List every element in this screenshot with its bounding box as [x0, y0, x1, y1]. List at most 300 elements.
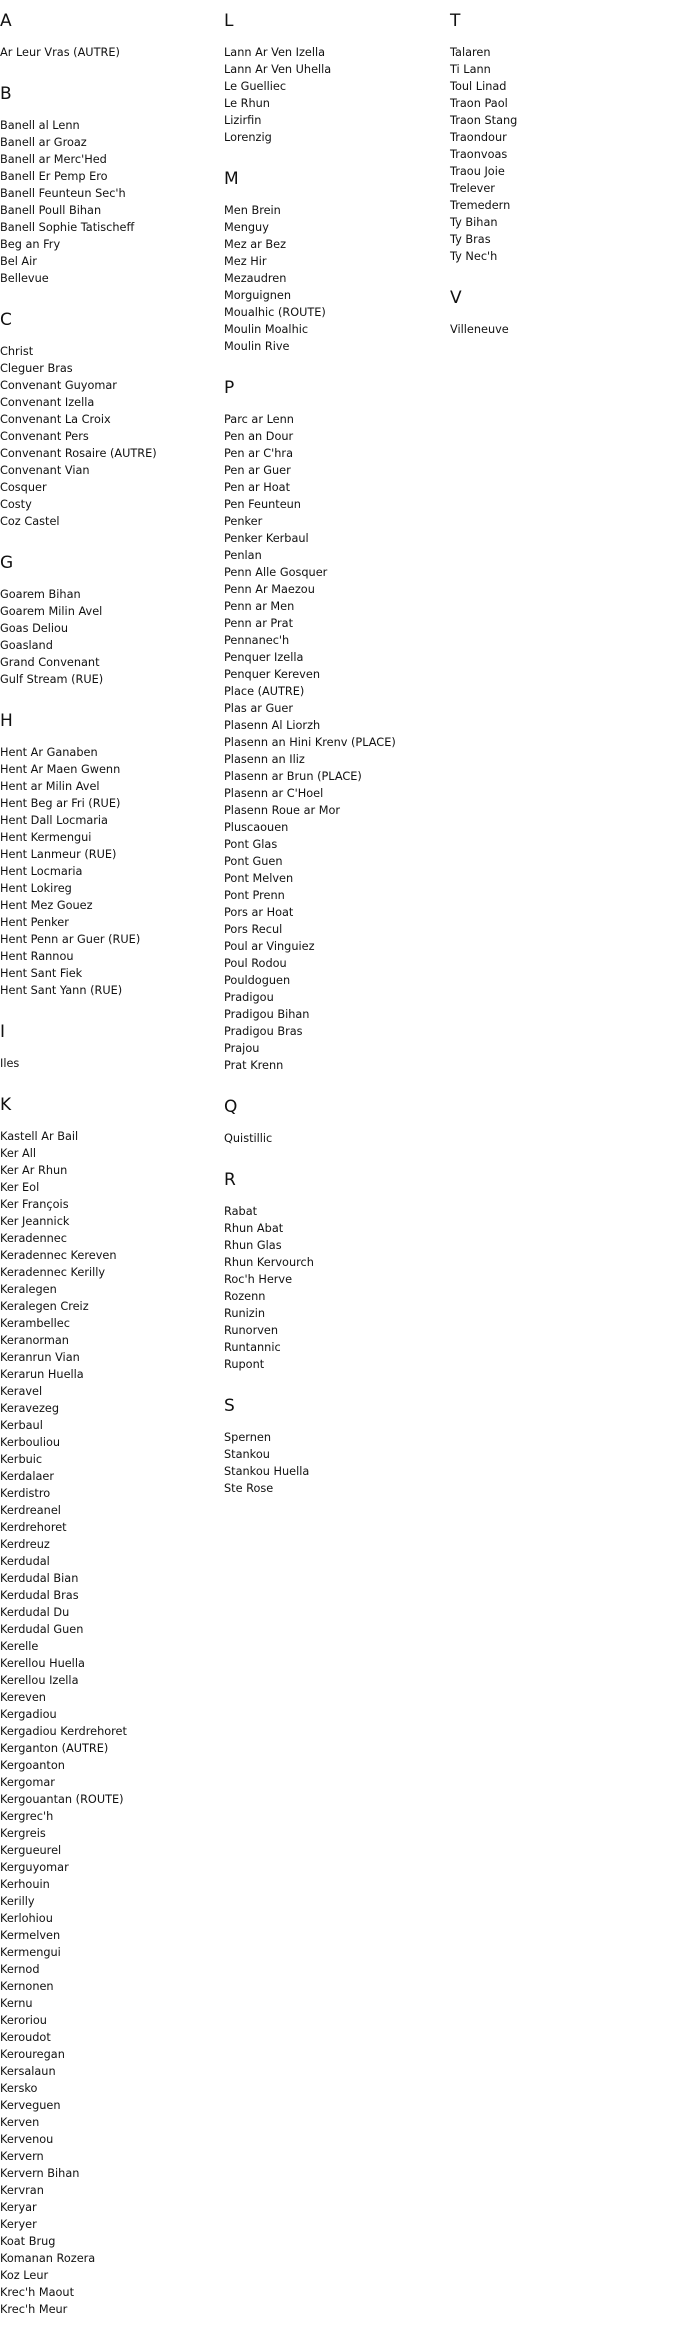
- place-link[interactable]: Hent Sant Fiek: [0, 967, 83, 980]
- place-link[interactable]: Traou Joie: [450, 165, 505, 178]
- place-link[interactable]: Moualhic (ROUTE): [224, 306, 326, 319]
- list-item: [224, 1057, 444, 1074]
- list-item: [0, 1791, 220, 1808]
- column-2: [224, 10, 444, 1519]
- list-item: [450, 180, 670, 197]
- place-link[interactable]: Lann Ar Ven Uhella: [224, 63, 332, 76]
- place-link[interactable]: Prajou: [224, 1042, 260, 1055]
- place-list: [224, 1203, 444, 1373]
- place-link[interactable]: Cleguer Bras: [0, 362, 73, 375]
- place-link[interactable]: Moulin Moalhic: [224, 323, 309, 336]
- place-link[interactable]: Rupont: [224, 1358, 265, 1371]
- place-link[interactable]: Kerelle: [0, 1640, 39, 1653]
- place-link[interactable]: Coz Castel: [0, 515, 60, 528]
- place-link[interactable]: Goarem Bihan: [0, 588, 81, 601]
- place-link[interactable]: Hent Dall Locmaria: [0, 814, 108, 827]
- list-item: [0, 671, 220, 688]
- place-link[interactable]: Pen ar Hoat: [224, 481, 291, 494]
- place-link[interactable]: Keravezeg: [0, 1402, 60, 1415]
- place-link[interactable]: Kervern: [0, 2150, 44, 2163]
- place-link[interactable]: Plasenn Al Liorzh: [224, 719, 321, 732]
- place-link[interactable]: Traonvoas: [450, 148, 508, 161]
- place-link[interactable]: Kergadiou: [0, 1708, 57, 1721]
- place-link[interactable]: Cosquer: [0, 481, 47, 494]
- place-link[interactable]: Kernu: [0, 1997, 33, 2010]
- place-link[interactable]: Goasland: [0, 639, 53, 652]
- place-link[interactable]: Keranrun Vian: [0, 1351, 80, 1364]
- list-item: [0, 428, 220, 445]
- place-link[interactable]: Kernonen: [0, 1980, 54, 1993]
- place-link[interactable]: Kervran: [0, 2184, 44, 2197]
- place-link[interactable]: Kergueurel: [0, 1844, 62, 1857]
- place-link[interactable]: Keravel: [0, 1385, 43, 1398]
- place-link[interactable]: Ti Lann: [450, 63, 491, 76]
- list-item: [0, 151, 220, 168]
- place-link[interactable]: Pen Feunteun: [224, 498, 301, 511]
- place-link[interactable]: Mez ar Bez: [224, 238, 287, 251]
- list-item: [0, 2114, 220, 2131]
- list-item: [0, 914, 220, 931]
- place-link[interactable]: Kerlohiou: [0, 1912, 53, 1925]
- place-link[interactable]: Keradennec Kerilly: [0, 1266, 106, 1279]
- list-item: [0, 1128, 220, 1145]
- place-link[interactable]: Kersko: [0, 2082, 38, 2095]
- list-item: [0, 202, 220, 219]
- place-link[interactable]: Pont Guen: [224, 855, 283, 868]
- list-item: [0, 2131, 220, 2148]
- place-link[interactable]: Rabat: [224, 1205, 258, 1218]
- section-letter-heading: Q: [224, 1097, 238, 1117]
- list-item: [224, 462, 444, 479]
- place-link[interactable]: Penker Kerbaul: [224, 532, 309, 545]
- place-link[interactable]: Pors Recul: [224, 923, 283, 936]
- list-item: [224, 836, 444, 853]
- section-v: [450, 287, 670, 338]
- place-link[interactable]: Convenant Pers: [0, 430, 89, 443]
- place-list: [450, 44, 670, 265]
- list-item: [0, 1162, 220, 1179]
- place-link[interactable]: Keroudot: [0, 2031, 51, 2044]
- place-link[interactable]: Hent Lokireg: [0, 882, 72, 895]
- place-link[interactable]: Mez Hir: [224, 255, 267, 268]
- place-link[interactable]: Kerveguen: [0, 2099, 61, 2112]
- place-link[interactable]: Hent Penker: [0, 916, 69, 929]
- list-item: [0, 1366, 220, 1383]
- list-item: [0, 1689, 220, 1706]
- place-link[interactable]: Hent Rannou: [0, 950, 74, 963]
- place-link[interactable]: Plasenn ar C'Hoel: [224, 787, 324, 800]
- place-link[interactable]: Hent Beg ar Fri (RUE): [0, 797, 121, 810]
- section-p: [224, 377, 444, 1074]
- place-link[interactable]: Pradigou Bras: [224, 1025, 303, 1038]
- list-item: [0, 1723, 220, 1740]
- list-item: [0, 795, 220, 812]
- list-item: [0, 982, 220, 999]
- list-item: [0, 1587, 220, 1604]
- place-link[interactable]: Hent Ar Ganaben: [0, 746, 98, 759]
- list-item: [224, 649, 444, 666]
- place-link[interactable]: Kergadiou Kerdrehoret: [0, 1725, 127, 1738]
- list-item: [224, 1023, 444, 1040]
- section-letter-heading: B: [0, 84, 12, 104]
- list-item: [224, 921, 444, 938]
- place-link[interactable]: Rhun Abat: [224, 1222, 284, 1235]
- place-link[interactable]: Kernod: [0, 1963, 40, 1976]
- list-item: [0, 1876, 220, 1893]
- place-link[interactable]: Ker Ar Rhun: [0, 1164, 68, 1177]
- list-item: [0, 1927, 220, 1944]
- place-link[interactable]: Kermelven: [0, 1929, 61, 1942]
- list-item: [0, 1519, 220, 1536]
- place-link[interactable]: Penn Ar Maezou: [224, 583, 315, 596]
- place-link[interactable]: Banell Er Pemp Ero: [0, 170, 108, 183]
- place-link[interactable]: Banell al Lenn: [0, 119, 80, 132]
- place-link[interactable]: Penn Alle Gosquer: [224, 566, 328, 579]
- place-list: [0, 586, 220, 688]
- place-link[interactable]: Pouldoguen: [224, 974, 291, 987]
- place-link[interactable]: Convenant Guyomar: [0, 379, 117, 392]
- list-item: [0, 513, 220, 530]
- list-item: [224, 632, 444, 649]
- list-item: [0, 1502, 220, 1519]
- place-link[interactable]: Krec'h Meur: [0, 2303, 68, 2316]
- place-link[interactable]: Kergrec'h: [0, 1810, 54, 1823]
- place-link[interactable]: Villeneuve: [450, 323, 509, 336]
- place-link[interactable]: Banell Feunteun Sec'h: [0, 187, 126, 200]
- section-letter-heading: R: [224, 1170, 236, 1190]
- place-link[interactable]: Pont Melven: [224, 872, 294, 885]
- place-link[interactable]: Plas ar Guer: [224, 702, 294, 715]
- place-link[interactable]: Ty Bras: [450, 233, 491, 246]
- place-link[interactable]: Menguy: [224, 221, 269, 234]
- place-link[interactable]: Traon Stang: [450, 114, 518, 127]
- place-link[interactable]: Pennanec'h: [224, 634, 290, 647]
- list-item: [224, 1339, 444, 1356]
- place-link[interactable]: Kerdudal: [0, 1555, 50, 1568]
- list-item: [0, 168, 220, 185]
- place-link[interactable]: Kerellou Huella: [0, 1657, 85, 1670]
- place-link[interactable]: Kerdudal Bian: [0, 1572, 79, 1585]
- section-b: [0, 83, 220, 287]
- place-link[interactable]: Ker François: [0, 1198, 69, 1211]
- list-item: [0, 1281, 220, 1298]
- list-item: [224, 202, 444, 219]
- place-link[interactable]: Traondour: [450, 131, 507, 144]
- place-link[interactable]: Talaren: [450, 46, 491, 59]
- place-link[interactable]: Stankou Huella: [224, 1465, 310, 1478]
- place-link[interactable]: Le Guelliec: [224, 80, 287, 93]
- list-item: [224, 496, 444, 513]
- place-link[interactable]: Ker Jeannick: [0, 1215, 70, 1228]
- place-link[interactable]: Kerouregan: [0, 2048, 65, 2061]
- place-link[interactable]: Runorven: [224, 1324, 279, 1337]
- place-link[interactable]: Bel Air: [0, 255, 37, 268]
- place-link[interactable]: Kerdrehoret: [0, 1521, 67, 1534]
- place-link[interactable]: Hent Sant Yann (RUE): [0, 984, 123, 997]
- place-link[interactable]: Kerdudal Guen: [0, 1623, 84, 1636]
- place-link[interactable]: Kermengui: [0, 1946, 61, 1959]
- place-link[interactable]: Pont Prenn: [224, 889, 285, 902]
- list-item: [0, 603, 220, 620]
- place-link[interactable]: Pradigou: [224, 991, 274, 1004]
- list-item: [450, 112, 670, 129]
- list-item: [224, 785, 444, 802]
- place-link[interactable]: Penlan: [224, 549, 262, 562]
- place-link[interactable]: Ste Rose: [224, 1482, 274, 1495]
- place-link[interactable]: Rhun Kervourch: [224, 1256, 314, 1269]
- place-link[interactable]: Kerbouliou: [0, 1436, 61, 1449]
- place-link[interactable]: Kerambellec: [0, 1317, 70, 1330]
- place-link[interactable]: Plasenn an Hini Krenv (PLACE): [224, 736, 396, 749]
- list-item: [224, 768, 444, 785]
- place-link[interactable]: Poul Rodou: [224, 957, 287, 970]
- list-item: [224, 1288, 444, 1305]
- place-link[interactable]: Pont Glas: [224, 838, 278, 851]
- place-link[interactable]: Kergreis: [0, 1827, 46, 1840]
- list-item: [0, 2250, 220, 2267]
- place-link[interactable]: Kerbuic: [0, 1453, 43, 1466]
- place-link[interactable]: Ty Bihan: [450, 216, 498, 229]
- place-link[interactable]: Kerellou Izella: [0, 1674, 79, 1687]
- place-link[interactable]: Kerguyomar: [0, 1861, 69, 1874]
- list-item: [224, 683, 444, 700]
- list-item: [224, 1429, 444, 1446]
- place-link[interactable]: Hent Kermengui: [0, 831, 92, 844]
- place-link[interactable]: Men Brein: [224, 204, 281, 217]
- list-item: [224, 112, 444, 129]
- list-item: [224, 751, 444, 768]
- place-link[interactable]: Banell ar Merc'Hed: [0, 153, 107, 166]
- place-link[interactable]: Kerarun Huella: [0, 1368, 84, 1381]
- place-link[interactable]: Iles: [0, 1057, 20, 1070]
- list-item: [0, 1604, 220, 1621]
- place-link[interactable]: Kerdudal Du: [0, 1606, 70, 1619]
- place-link[interactable]: Penquer Kereven: [224, 668, 320, 681]
- place-link[interactable]: Stankou: [224, 1448, 270, 1461]
- list-item: [0, 2080, 220, 2097]
- place-link[interactable]: Convenant Rosaire (AUTRE): [0, 447, 157, 460]
- place-link[interactable]: Keralegen Creiz: [0, 1300, 89, 1313]
- place-link[interactable]: Penn ar Prat: [224, 617, 294, 630]
- place-link[interactable]: Costy: [0, 498, 32, 511]
- place-link[interactable]: Kastell Ar Bail: [0, 1130, 79, 1143]
- place-link[interactable]: Ker All: [0, 1147, 37, 1160]
- list-item: [450, 197, 670, 214]
- place-link[interactable]: Lorenzig: [224, 131, 272, 144]
- list-item: [0, 1349, 220, 1366]
- place-link[interactable]: Penker: [224, 515, 263, 528]
- place-link[interactable]: Hent Locmaria: [0, 865, 83, 878]
- list-item: [224, 1220, 444, 1237]
- place-link[interactable]: Kerbaul: [0, 1419, 43, 1432]
- place-link[interactable]: Keralegen: [0, 1283, 57, 1296]
- list-item: [450, 248, 670, 265]
- place-link[interactable]: Pen ar C'hra: [224, 447, 293, 460]
- place-link[interactable]: Kergomar: [0, 1776, 55, 1789]
- list-item: [224, 338, 444, 355]
- place-link[interactable]: Goarem Milin Avel: [0, 605, 103, 618]
- place-link[interactable]: Keranorman: [0, 1334, 69, 1347]
- place-link[interactable]: Pen an Dour: [224, 430, 294, 443]
- place-link[interactable]: Kerhouin: [0, 1878, 50, 1891]
- place-link[interactable]: Bellevue: [0, 272, 49, 285]
- place-link[interactable]: Rhun Glas: [224, 1239, 282, 1252]
- place-link[interactable]: Place (AUTRE): [224, 685, 305, 698]
- list-item: [0, 1842, 220, 1859]
- place-link[interactable]: Keradennec Kereven: [0, 1249, 117, 1262]
- list-item: [450, 44, 670, 61]
- place-link[interactable]: Christ: [0, 345, 34, 358]
- list-item: [224, 547, 444, 564]
- list-item: [0, 219, 220, 236]
- place-link[interactable]: Kergouantan (ROUTE): [0, 1793, 124, 1806]
- list-item: [0, 2284, 220, 2301]
- place-link[interactable]: Pen ar Guer: [224, 464, 291, 477]
- place-link[interactable]: Spernen: [224, 1431, 272, 1444]
- list-item: [0, 1638, 220, 1655]
- place-link[interactable]: Mezaudren: [224, 272, 287, 285]
- list-item: [224, 598, 444, 615]
- list-item: [224, 819, 444, 836]
- place-link[interactable]: Banell Sophie Tatischeff: [0, 221, 135, 234]
- column-1: [0, 10, 220, 2340]
- place-link[interactable]: Beg an Fry: [0, 238, 61, 251]
- place-link[interactable]: Goas Deliou: [0, 622, 69, 635]
- place-link[interactable]: Trelever: [450, 182, 495, 195]
- list-item: [0, 1417, 220, 1434]
- place-link[interactable]: Pluscaouen: [224, 821, 289, 834]
- place-link[interactable]: Kerdistro: [0, 1487, 51, 1500]
- place-link[interactable]: Poul ar Vinguiez: [224, 940, 315, 953]
- list-item: [224, 1480, 444, 1497]
- list-item: [0, 761, 220, 778]
- place-link[interactable]: Keryer: [0, 2218, 37, 2231]
- place-link[interactable]: Convenant La Croix: [0, 413, 111, 426]
- place-link[interactable]: Hent Penn ar Guer (RUE): [0, 933, 141, 946]
- list-item: [224, 853, 444, 870]
- list-item: [0, 1621, 220, 1638]
- section-letter-heading: C: [0, 310, 12, 330]
- place-link[interactable]: Hent Lanmeur (RUE): [0, 848, 117, 861]
- list-item: [450, 231, 670, 248]
- list-item: [224, 304, 444, 321]
- place-link[interactable]: Le Rhun: [224, 97, 270, 110]
- place-link[interactable]: Keroriou: [0, 2014, 47, 2027]
- place-link[interactable]: Roc'h Herve: [224, 1273, 293, 1286]
- place-link[interactable]: Parc ar Lenn: [224, 413, 294, 426]
- place-link[interactable]: Kerganton (AUTRE): [0, 1742, 109, 1755]
- list-item: [224, 870, 444, 887]
- place-link[interactable]: Kereven: [0, 1691, 46, 1704]
- list-item: [0, 1757, 220, 1774]
- place-link[interactable]: Kerilly: [0, 1895, 35, 1908]
- list-item: [0, 846, 220, 863]
- list-item: [224, 530, 444, 547]
- place-link[interactable]: Gulf Stream (RUE): [0, 673, 104, 686]
- section-a: [0, 10, 220, 61]
- list-item: [224, 287, 444, 304]
- place-link[interactable]: Kerdreuz: [0, 1538, 50, 1551]
- list-item: [0, 1740, 220, 1757]
- list-item: [224, 129, 444, 146]
- list-item: [224, 972, 444, 989]
- place-link[interactable]: Hent Ar Maen Gwenn: [0, 763, 121, 776]
- place-link[interactable]: Krec'h Maout: [0, 2286, 74, 2299]
- place-list: [0, 343, 220, 530]
- list-item: [224, 236, 444, 253]
- place-link[interactable]: Rozenn: [224, 1290, 266, 1303]
- place-link[interactable]: Penn ar Men: [224, 600, 295, 613]
- place-link[interactable]: Kersalaun: [0, 2065, 56, 2078]
- place-link[interactable]: Pradigou Bihan: [224, 1008, 310, 1021]
- place-link[interactable]: Pors ar Hoat: [224, 906, 294, 919]
- place-link[interactable]: Kerven: [0, 2116, 40, 2129]
- place-link[interactable]: Komanan Rozera: [0, 2252, 96, 2265]
- place-link[interactable]: Ker Eol: [0, 1181, 40, 1194]
- place-link[interactable]: Convenant Izella: [0, 396, 95, 409]
- list-item: [224, 479, 444, 496]
- list-item: [0, 965, 220, 982]
- list-item: [0, 2165, 220, 2182]
- place-link[interactable]: Lizirfin: [224, 114, 262, 127]
- list-item: [224, 955, 444, 972]
- place-link[interactable]: Plasenn Roue ar Mor: [224, 804, 341, 817]
- place-link[interactable]: Runtannic: [224, 1341, 281, 1354]
- place-link[interactable]: Tremedern: [450, 199, 511, 212]
- place-link[interactable]: Koz Leur: [0, 2269, 49, 2282]
- place-link[interactable]: Kerdalaer: [0, 1470, 54, 1483]
- list-item: [450, 321, 670, 338]
- place-link[interactable]: Keradennec: [0, 1232, 67, 1245]
- list-item: [224, 938, 444, 955]
- place-link[interactable]: Grand Convenant: [0, 656, 100, 669]
- place-link[interactable]: Moulin Rive: [224, 340, 290, 353]
- place-link[interactable]: Prat Krenn: [224, 1059, 284, 1072]
- place-link[interactable]: Plasenn an Iliz: [224, 753, 305, 766]
- place-link[interactable]: Keryar: [0, 2201, 37, 2214]
- place-link[interactable]: Kervern Bihan: [0, 2167, 80, 2180]
- place-link[interactable]: Hent Mez Gouez: [0, 899, 93, 912]
- place-link[interactable]: Banell ar Groaz: [0, 136, 87, 149]
- place-link[interactable]: Quistillic: [224, 1132, 273, 1145]
- place-link[interactable]: Toul Linad: [450, 80, 507, 93]
- place-link[interactable]: Kervenou: [0, 2133, 54, 2146]
- place-link[interactable]: Traon Paol: [450, 97, 508, 110]
- place-link[interactable]: Ty Nec'h: [450, 250, 498, 263]
- section-letter-heading: K: [0, 1095, 12, 1115]
- place-list: [0, 117, 220, 287]
- list-item: [450, 163, 670, 180]
- list-item: [0, 620, 220, 637]
- place-link[interactable]: Runizin: [224, 1307, 266, 1320]
- place-link[interactable]: Kerdreanel: [0, 1504, 61, 1517]
- place-link[interactable]: Hent ar Milin Avel: [0, 780, 100, 793]
- place-link[interactable]: Morguignen: [224, 289, 292, 302]
- place-link[interactable]: Koat Brug: [0, 2235, 56, 2248]
- column-3: [450, 10, 670, 360]
- list-item: [0, 1468, 220, 1485]
- place-link[interactable]: Kerdudal Bras: [0, 1589, 79, 1602]
- place-link[interactable]: Plasenn ar Brun (PLACE): [224, 770, 362, 783]
- place-link[interactable]: Lann Ar Ven Izella: [224, 46, 326, 59]
- place-link[interactable]: Ar Leur Vras (AUTRE): [0, 46, 120, 59]
- place-link[interactable]: Penquer Izella: [224, 651, 304, 664]
- place-link[interactable]: Banell Poull Bihan: [0, 204, 102, 217]
- place-link[interactable]: Convenant Vian: [0, 464, 90, 477]
- section-letter-heading: S: [224, 1396, 235, 1416]
- place-link[interactable]: Kergoanton: [0, 1759, 65, 1772]
- list-item: [0, 948, 220, 965]
